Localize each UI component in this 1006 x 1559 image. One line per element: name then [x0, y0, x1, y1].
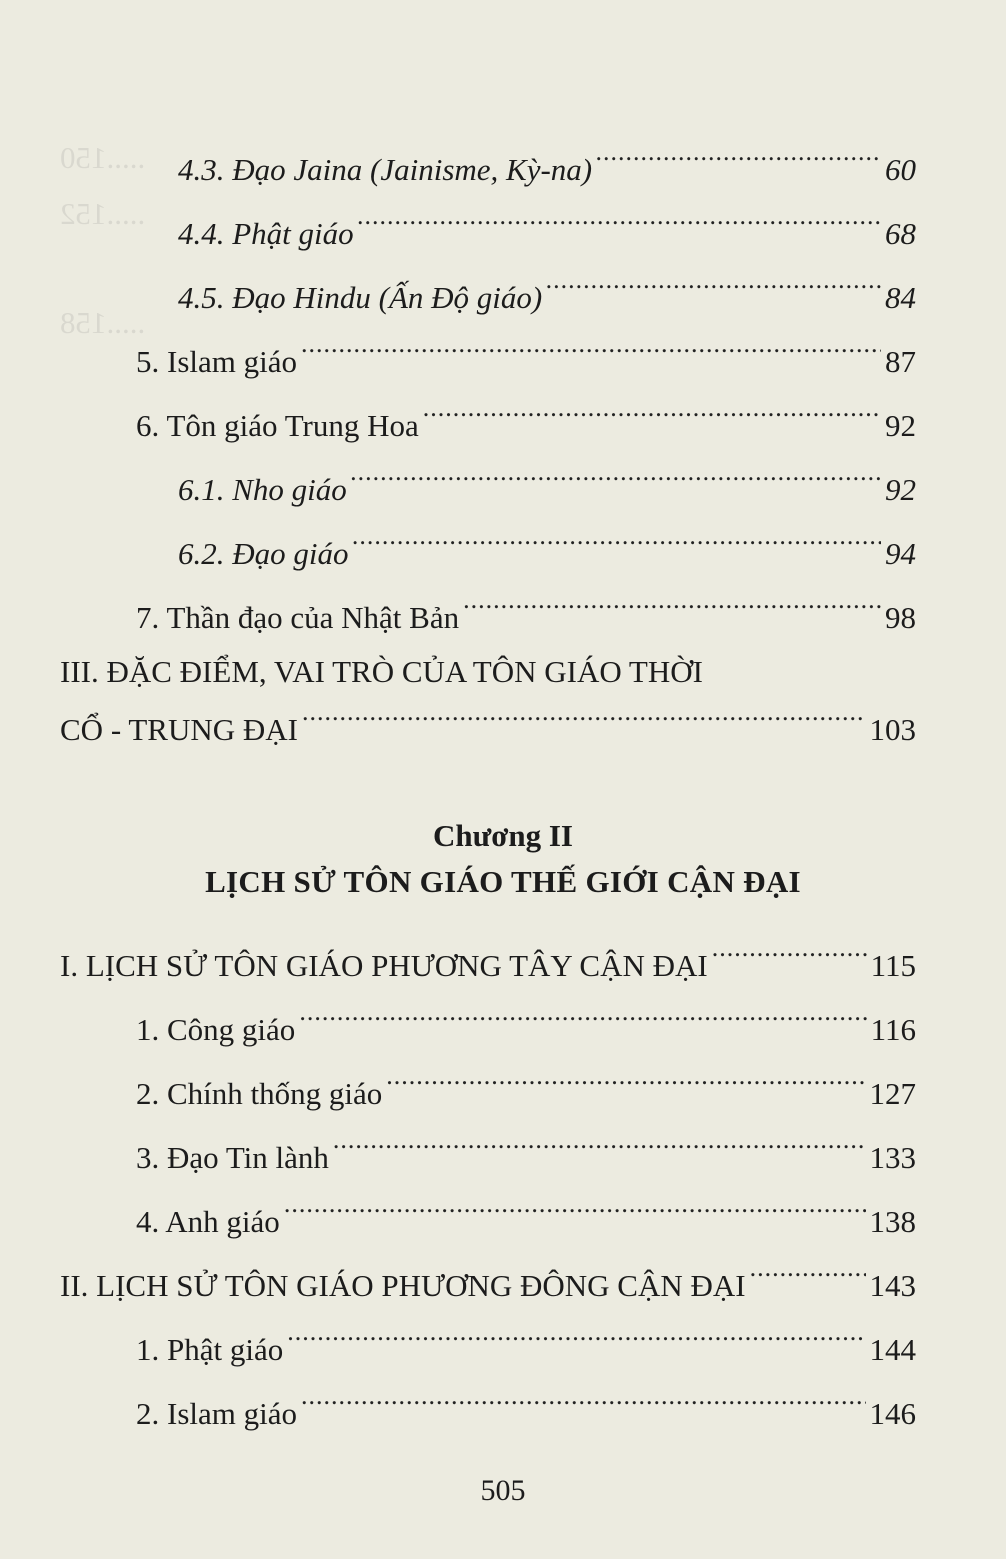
toc-entry-page: 133: [869, 1140, 916, 1175]
toc-entry: [178, 460, 916, 510]
toc-entry-title: 6.1. Nho giáo: [178, 472, 347, 507]
toc-entry-title: 3. Đạo Tin lành: [136, 1140, 329, 1175]
toc-entry-page: 138: [869, 1204, 916, 1239]
dot-leader: [353, 524, 882, 564]
toc-entry: [136, 588, 916, 638]
toc-entry: [178, 524, 916, 574]
dot-leader: [287, 1320, 865, 1360]
dot-leader: [358, 204, 881, 244]
toc-entry-page: 116: [870, 1012, 916, 1047]
dot-leader: [423, 396, 881, 436]
dot-leader: [301, 332, 881, 372]
toc-entry-title: 4. Anh giáo: [136, 1204, 280, 1239]
bleed-through-text: .....150: [60, 140, 146, 175]
toc-entry: [60, 700, 916, 750]
bleed-through-text: .....152: [60, 196, 146, 231]
toc-entry-page: 87: [885, 344, 916, 379]
toc-entry: [136, 1192, 916, 1242]
toc-entry-page: 84: [885, 280, 916, 315]
toc-entry-page: 98: [885, 600, 916, 635]
dot-leader: [301, 1384, 866, 1424]
toc-entry: [136, 1128, 916, 1178]
toc-entry: [136, 332, 916, 382]
toc-entry: [178, 140, 916, 190]
toc-entry-page: 68: [885, 216, 916, 251]
page-number: 505: [480, 1474, 526, 1507]
toc-entry-page: 103: [869, 712, 916, 747]
toc-entry: [136, 1000, 916, 1050]
toc-entry-page: 144: [869, 1332, 916, 1367]
toc-entry-title: 1. Phật giáo: [136, 1332, 284, 1367]
toc-entry-page: 94: [885, 536, 916, 571]
toc-entry-title: 2. Chính thống giáo: [136, 1076, 383, 1111]
toc-entry-title: 4.4. Phật giáo: [178, 216, 354, 251]
bleed-through-text: .....158: [60, 305, 146, 340]
toc-entry-title: I. LỊCH SỬ TÔN GIÁO PHƯƠNG TÂY CẬN ĐẠI: [60, 948, 708, 983]
dot-leader: [712, 936, 867, 976]
toc-entry-page: 92: [885, 408, 916, 443]
toc-entry: [60, 1256, 916, 1306]
dot-leader: [302, 700, 866, 740]
chapter-title: LỊCH SỬ TÔN GIÁO THẾ GIỚI CẬN ĐẠI: [205, 864, 801, 899]
toc-entry-title: 4.3. Đạo Jaina (Jainisme, Kỳ-na): [178, 152, 593, 187]
toc-entry-page: 60: [885, 152, 916, 187]
toc-entry: [136, 396, 916, 446]
dot-leader: [463, 588, 881, 628]
toc-entry-title: 4.5. Đạo Hindu (Ấn Độ giáo): [178, 280, 543, 315]
dot-leader: [333, 1128, 866, 1168]
dot-leader: [284, 1192, 866, 1232]
toc-entry-title: 6.2. Đạo giáo: [178, 536, 349, 571]
toc-entry-title: 6. Tôn giáo Trung Hoa: [136, 408, 419, 443]
dot-leader: [386, 1064, 865, 1104]
toc-entry-page: 146: [869, 1396, 916, 1431]
toc-entry-page: 92: [885, 472, 916, 507]
toc-entry-title: 2. Islam giáo: [136, 1396, 297, 1431]
dot-leader: [546, 268, 881, 308]
toc-entry: [136, 1320, 916, 1370]
dot-leader: [596, 140, 881, 180]
toc-entry-title: 7. Thần đạo của Nhật Bản: [136, 600, 460, 635]
toc-entry-title: II. LỊCH SỬ TÔN GIÁO PHƯƠNG ĐÔNG CẬN ĐẠI: [60, 1268, 746, 1303]
toc-entry-title: 1. Công giáo: [136, 1012, 296, 1047]
toc-entry-page: 143: [869, 1268, 916, 1303]
toc-entry-page: 115: [870, 948, 916, 983]
toc-entry: [136, 1384, 916, 1434]
toc-section-title-line2: CỔ - TRUNG ĐẠI: [60, 712, 298, 747]
toc-section-title-line1: III. ĐẶC ĐIỂM, VAI TRÒ CỦA TÔN GIÁO THỜI: [60, 654, 703, 689]
toc-entry-page: 127: [869, 1076, 916, 1111]
chapter-label: Chương II: [432, 818, 573, 853]
toc-entry: [136, 1064, 916, 1114]
toc-entry-title: 5. Islam giáo: [136, 344, 297, 379]
dot-leader: [351, 460, 881, 500]
dot-leader: [750, 1256, 866, 1296]
toc-entry: [60, 936, 916, 986]
toc-entry: [178, 268, 916, 318]
dot-leader: [299, 1000, 866, 1040]
toc-entry: [178, 204, 916, 254]
